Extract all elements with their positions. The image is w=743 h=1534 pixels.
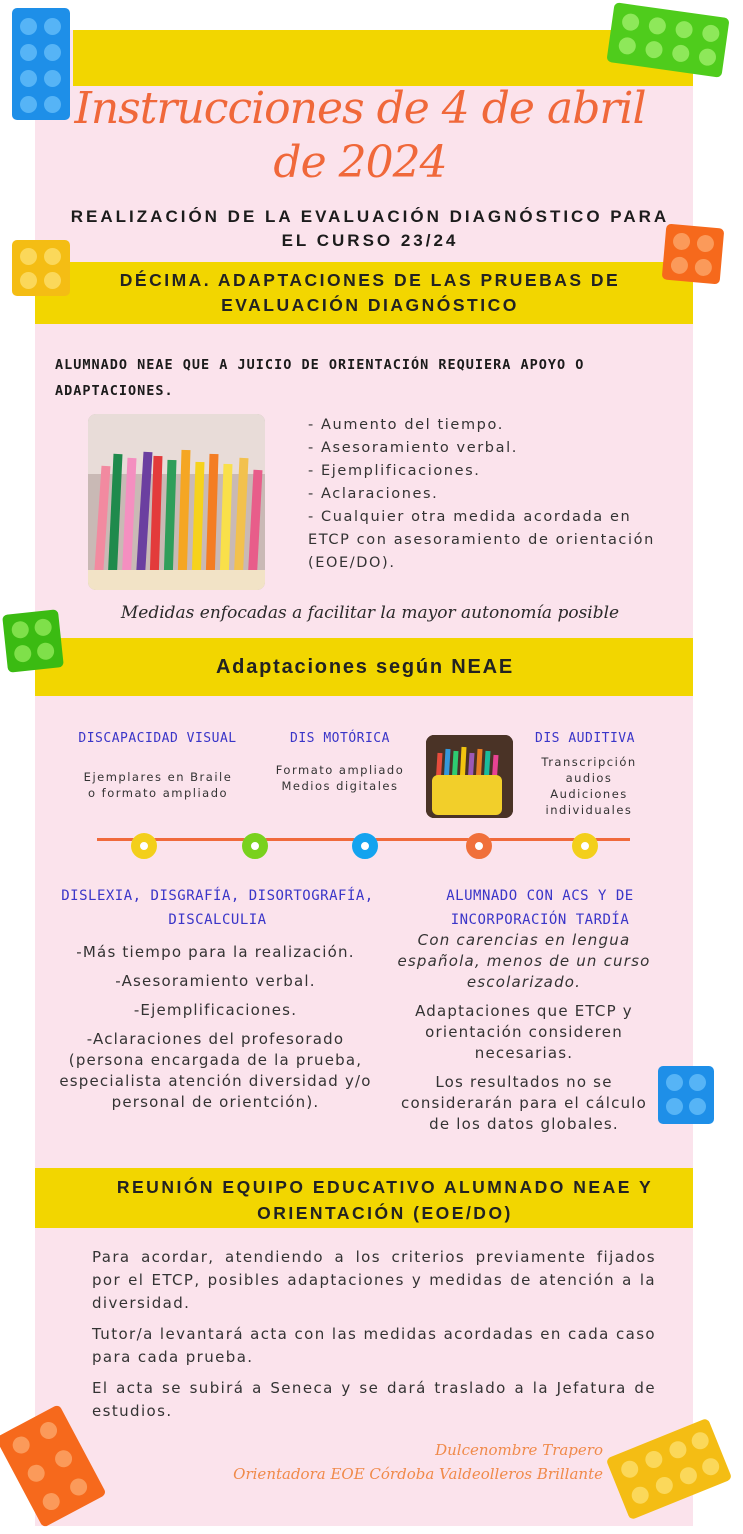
reunion-paragraph: El acta se subirá a Seneca y se dará traslado a la Jefatura de estudios. xyxy=(92,1379,656,1420)
acs-italic-text: Con carencias en lengua española, menos de un curso escolarizado. xyxy=(397,931,651,991)
signature-name: Dulcenombre Trapero xyxy=(435,1441,603,1459)
dislexia-item: -Asesoramiento verbal. xyxy=(115,972,316,990)
timeline-dot xyxy=(131,833,157,859)
dislexia-item: -Más tiempo para la realización. xyxy=(76,943,355,961)
section-decima-title: DÉCIMA. ADAPTACIONES DE LAS PRUEBAS DE EVALUACIÓN DIAGNÓSTICO xyxy=(119,270,621,315)
timeline-dot xyxy=(352,833,378,859)
measures-list xyxy=(308,414,668,575)
measure-item: - Cualquier otra medida acordada en ETCP con asesoramiento de orientación (EOE/DO). xyxy=(308,509,662,571)
acs-list xyxy=(393,930,655,1143)
section-neae-title: Adaptaciones según NEAE xyxy=(215,656,515,678)
section-reunion-title: REUNIÓN EQUIPO EDUCATIVO ALUMNADO NEAE Y ORIENTACIÓN (EOE/DO) xyxy=(116,1177,654,1223)
category-auditiva-text: Transcripción audios Audiciones individuales xyxy=(541,755,637,817)
timeline-dot xyxy=(466,833,492,859)
crayons-photo xyxy=(426,735,513,818)
measure-item: - Aclaraciones. xyxy=(308,486,439,502)
reunion-paragraph: Tutor/a levantará acta con las medidas acordadas en cada caso para cada prueba. xyxy=(92,1325,656,1366)
acs-title: ALUMNADO CON ACS Y DE INCORPORACIÓN TARDÍA xyxy=(446,888,634,928)
page-title: Instrucciones de 4 de abril de 2024 xyxy=(74,83,646,188)
top-band xyxy=(73,30,693,86)
lego-brick-green-icon xyxy=(2,609,64,673)
autonomy-note: Medidas enfocadas a facilitar la mayor autonomía posible xyxy=(120,603,620,623)
lego-brick-orange-icon xyxy=(662,224,725,285)
lego-brick-blue-icon xyxy=(658,1066,714,1124)
acs-item: Adaptaciones que ETCP y orientación consideren necesarias. xyxy=(415,1002,633,1062)
page-subtitle: REALIZACIÓN DE LA EVALUACIÓN DIAGNÓSTICO PARA EL CURSO 23/24 xyxy=(70,207,670,250)
dislexia-item: -Ejemplificaciones. xyxy=(133,1001,298,1019)
reunion-paragraph: Para acordar, atendiendo a los criterios previamente fijados por el ETCP, posibles adaptaciones y medidas de atención a la diversidad. xyxy=(92,1248,656,1312)
acs-item: Los resultados no se considerarán para el cálculo de los datos globales. xyxy=(401,1073,647,1133)
measure-item: - Asesoramiento verbal. xyxy=(308,440,518,456)
timeline-dot xyxy=(242,833,268,859)
colored-pencils-photo xyxy=(88,414,265,590)
category-motorica-title: DIS MOTÓRICA xyxy=(290,731,390,746)
dislexia-list xyxy=(58,942,373,1121)
category-visual-title: DISCAPACIDAD VISUAL xyxy=(78,731,237,746)
dislexia-item: -Aclaraciones del profesorado (persona encargada de la prueba, especialista atención diversidad y/o personal de orientción). xyxy=(59,1030,372,1111)
lego-brick-blue-icon xyxy=(12,8,70,120)
reunion-paragraphs xyxy=(92,1246,656,1431)
measure-item: - Aumento del tiempo. xyxy=(308,417,504,433)
timeline-dot xyxy=(572,833,598,859)
category-motorica-text: Formato ampliado Medios digitales xyxy=(275,763,405,793)
neae-heading: ALUMNADO NEAE QUE A JUICIO DE ORIENTACIÓN REQUIERA APOYO O ADAPTACIONES. xyxy=(55,357,585,399)
category-auditiva-title: DIS AUDITIVA xyxy=(535,731,635,746)
measure-item: - Ejemplificaciones. xyxy=(308,463,481,479)
lego-brick-yellow-icon xyxy=(12,240,70,296)
signature-role: Orientadora EOE Córdoba Valdeolleros Brillante xyxy=(233,1465,603,1483)
dislexia-title: DISLEXIA, DISGRAFÍA, DISORTOGRAFÍA, DISCALCULIA xyxy=(61,888,374,928)
category-visual-text: Ejemplares en Braile o formato ampliado xyxy=(83,770,233,800)
